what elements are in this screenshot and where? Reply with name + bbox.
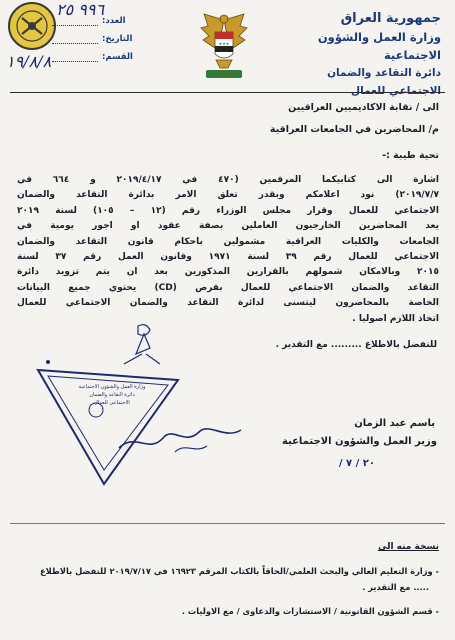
date-field: [52, 26, 140, 44]
body-line: يعد المحاضرين الخارجيون العاملين بصفة عقود او اجور يومية في: [17, 221, 439, 232]
subject-line: م/ المحاضرين في الجامعات العراقية: [269, 124, 439, 135]
signature-date: ٢٠ / ٧ /: [338, 458, 375, 469]
stamp-line-3: الاجتماعي للعمال: [94, 400, 130, 406]
body-line: الاجتماعي للعمال رقم ٣٩ لسنة ١٩٧١ وقانون العمل رقم ٣٧ لسنة: [17, 251, 439, 262]
signatory-name: باسم عبد الزمان: [354, 418, 435, 429]
svg-text:★★★: ★★★: [218, 41, 230, 46]
body-line: الخاصة بالمحاضرون ليتسنى لدائرة التقاعد والضمان الاجتماعي للعمال: [17, 298, 439, 309]
body-line: التقاعد والضمان الاجتماعي للعمال بقرص (CD) يحتوي جميع البيانات: [17, 282, 439, 293]
directorate-title: دائرة التقاعد والضمان الاجتماعي للعمال: [327, 67, 441, 97]
handwritten-reference-number: ٩٩٦ ٢٥: [56, 0, 105, 19]
body-line: ٢٠١٩/٧/٧) نود اعلامكم وبقدر تعلق الامر بدائرة التقاعد والضمان: [17, 190, 439, 201]
body-line: اشارة الى كتابيكما المرقمين (٤٧٠ في ٢٠١٩/٤/١٧ و ٦٦٤ في: [17, 175, 439, 185]
section-field: [52, 44, 140, 62]
stamp-line-2: دائرة التقاعد والضمان: [89, 392, 135, 398]
section-label: القسم:: [102, 52, 133, 62]
handwritten-reference-date: ١٩/٨/٨: [6, 52, 52, 71]
copy-item: - وزارة التعليم العالي والبحث العلمي/الحاقاً بالكتاب المرقم ١٦٩٢٣ في ٢٠١٩/٧/١٧ للتفضل بالاطلاع: [40, 566, 439, 576]
date-label: التاريخ:: [102, 34, 133, 44]
copies-divider: [10, 523, 445, 524]
iraq-eagle-emblem-icon: [198, 10, 250, 88]
stamp-line-1: وزارة العمل والشؤون الاجتماعية: [78, 384, 146, 390]
section-line: [52, 49, 98, 62]
letterhead-right: [291, 10, 441, 100]
body-line: الجامعات والكليات العراقية مشمولين باحكام قانون التقاعد والضمان: [17, 236, 439, 247]
date-line: [52, 31, 98, 44]
body-line: ٢٠١٥ وبالامكان شمولهم بالقرارين المذكورين بعد ان يتم تزويد دائرة: [17, 267, 439, 278]
republic-title: جمهورية العراق: [340, 11, 441, 26]
body-line: اتخاذ اللازم اصوليا .: [352, 313, 439, 324]
ministry-title: وزارة العمل والشؤون الاجتماعية: [317, 30, 441, 62]
emblem-motto: الله اكبر: [216, 72, 232, 77]
letter-body: [17, 173, 439, 327]
greeting: تحية طيبة :-: [382, 150, 439, 161]
handwritten-signature-icon: [115, 402, 245, 462]
number-label: العدد:: [102, 16, 126, 26]
recipient-line: الى / نقابة الاكاديميين العراقيين: [288, 102, 439, 113]
signatory-title: وزير العمل والشؤون الاجتماعية: [281, 436, 437, 447]
copies-title: نسخة منه الى: [377, 542, 439, 552]
ministry-seal-icon: [8, 2, 56, 50]
closing-line: للتفضل بالاطلاع ......... مع التقدير .: [275, 340, 437, 350]
header-divider: [10, 92, 445, 93]
copy-item: ..... مع التقدير .: [362, 582, 429, 592]
copy-item: - قسم الشؤون القانونية / الاستشارات والدعاوى / مع الاوليات .: [181, 606, 439, 616]
body-line: الاجتماعي للعمال وقرار مجلس الوزراء رقم (١٢ – ١٠٥) لسنة ٢٠١٩: [17, 205, 439, 216]
